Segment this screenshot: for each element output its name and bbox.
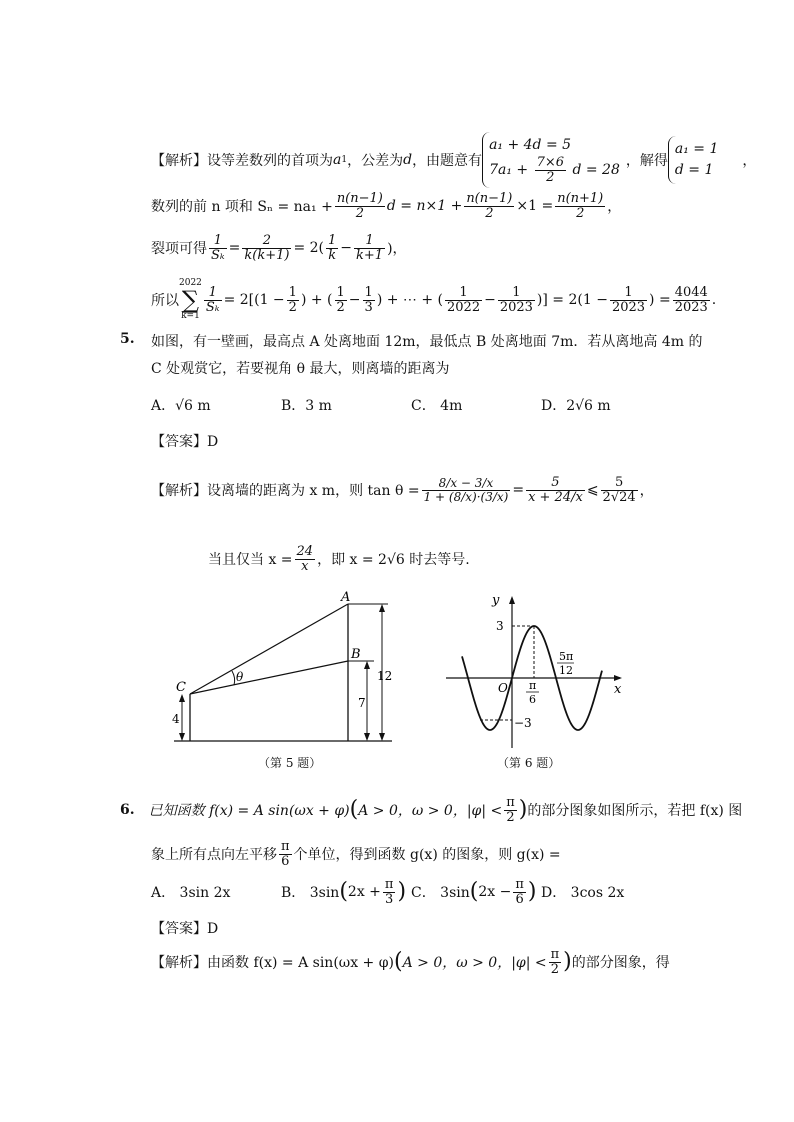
label-b: B [351, 647, 361, 662]
label-x: x [614, 682, 622, 697]
x-axis-arrow [614, 675, 622, 681]
label-dim-4: 4 [172, 712, 180, 726]
q5-option-a[interactable]: A．√6 m [151, 398, 211, 414]
label-a: A [341, 590, 351, 605]
label-3: 3 [496, 619, 504, 633]
arrowhead [379, 604, 385, 612]
q6-answer: 【答案】D [151, 921, 219, 937]
label-5pi-12-den: 12 [559, 664, 573, 677]
q6-option-c[interactable]: C． 3sin ( 2x − $\frac{\pi}{6}$ ) [411, 876, 537, 907]
q5-answer: 【答案】D [151, 434, 219, 450]
q5-stem-line1: 如图，有一壁画，最高点 A 处离地面 12m，最低点 B 处离地面 7m．若从离地高 4m 的 [151, 334, 703, 350]
q5-solution-line1: 【解析】设离墙的距离为 x m，则 tan θ = $\frac{8/x - 3/x}{1 + (8/x)\cdot(3/x)}$ = $\frac{5}{x + 24/x}$ ⩽ $\frac{5}{2√24}$ ， [151, 474, 654, 505]
q6-stem-line2: 象上所有点向左平移 $\frac{\pi}{6}$ 个单位，得到函数 g(x) 的图象，则 g(x) = [151, 838, 561, 869]
figure-6-caption: （第 6 题） [497, 756, 561, 770]
summation: 2022 ∑ k=1 [179, 278, 202, 321]
y-axis-arrow [509, 596, 515, 604]
sight-line-a [190, 604, 348, 694]
q4-solution-line4: 所以 2022 ∑ k=1 $\frac{1}{\text{Sₖ}}$ = 2[(1 − $\frac{1}{2}$ ) + ( $\frac{1}{2}$ − $\frac{1}{3}$ ) + ⋯ + ( $\frac{1}{2022}$ − $\frac{1}{2023}$ )] = 2(1 − $\frac{1}{2023}$ ) = $\frac{4044}{2023}$ . [151, 278, 717, 321]
label-dim-7: 7 [358, 696, 366, 710]
q5-option-c[interactable]: C． 4m [411, 398, 463, 414]
label-y: y [492, 593, 500, 608]
label-5pi-12-num: 5π [559, 650, 574, 663]
q5-option-b[interactable]: B．3 m [281, 398, 332, 414]
label-origin: O [498, 681, 508, 695]
q6-option-b[interactable]: B． 3sin ( 2x + $\frac{\pi}{3}$ ) [281, 876, 407, 907]
label-dim-12: 12 [377, 669, 393, 683]
sight-line-b [190, 661, 348, 694]
label-c: C [176, 680, 186, 695]
arrowhead [364, 661, 370, 669]
q6-option-d[interactable]: D． 3cos 2x [541, 885, 625, 901]
label-pi-6-num: π [529, 679, 537, 692]
arrowhead [179, 694, 185, 702]
solution-system: a₁ = 1 d = 1 [668, 136, 725, 184]
q4-solution-line2: 数列的前 n 项和 Sₙ = na₁ + $\frac{n(n-1)}{2}$ d = n×1 + $\frac{n(n-1)}{2}$ ×1 = $\frac{n(n+1)}{2}$ ， [151, 190, 622, 221]
q6-solution-line1: 【解析】由函数 f(x) = A sin(ωx + φ) ( A > 0，ω > 0，|φ| < $\frac{\pi}{2}$ ) 的部分图象，得 [151, 946, 670, 977]
label-minus-3: −3 [514, 716, 532, 730]
q5-stem-line2: C 处观赏它，若要视角 θ 最大，则离墙的距离为 [151, 361, 450, 377]
q6-option-a[interactable]: A． 3sin 2x [151, 885, 231, 901]
figure-5-caption: （第 5 题） [258, 756, 322, 770]
figure-6-sine-graph [440, 588, 630, 753]
label-theta: θ [236, 670, 244, 684]
q4-solution-line1: 【解析】 设等差数列的首项为 a 1 ，公差为 d ，由题意有 a₁ + 4d = 5 7a₁ + $\frac{7\times 6}{2}$ d = 28 ，解得 a₁ = 1 d = 1 ， [151, 138, 756, 182]
figure-5-wall-diagram [160, 588, 410, 753]
q5-solution-line2: 当且仅当 x = $\frac{24}{x}$ ，即 x = 2√6 时去等号. [208, 543, 470, 574]
solution-tag: 【解析】 [151, 153, 207, 169]
arrowhead [379, 733, 385, 741]
theta-arc [232, 671, 235, 685]
q5-number: 5. [120, 331, 135, 347]
arrowhead [364, 733, 370, 741]
label-pi-6-den: 6 [529, 693, 536, 706]
arrowhead [179, 733, 185, 741]
equation-system: a₁ + 4d = 5 7a₁ + $\frac{7\times 6}{2}$ d = 28 [482, 132, 626, 187]
q5-option-d[interactable]: D．2√6 m [541, 398, 611, 414]
q6-stem-line1: 6. 已知函数 f(x) = A sin(ωx + φ) ( A > 0，ω > 0，|φ| < $\frac{\pi}{2}$ ) 的部分图象如图所示，若把 f(x) 图 [120, 794, 743, 825]
q4-solution-line3: 裂项可得 $\frac{1}{\text{Sₖ}}$ = $\frac{2}{k(k+1)}$ = 2( $\frac{1}{k}$ − $\frac{1}{k+1}$ )， [151, 232, 407, 263]
